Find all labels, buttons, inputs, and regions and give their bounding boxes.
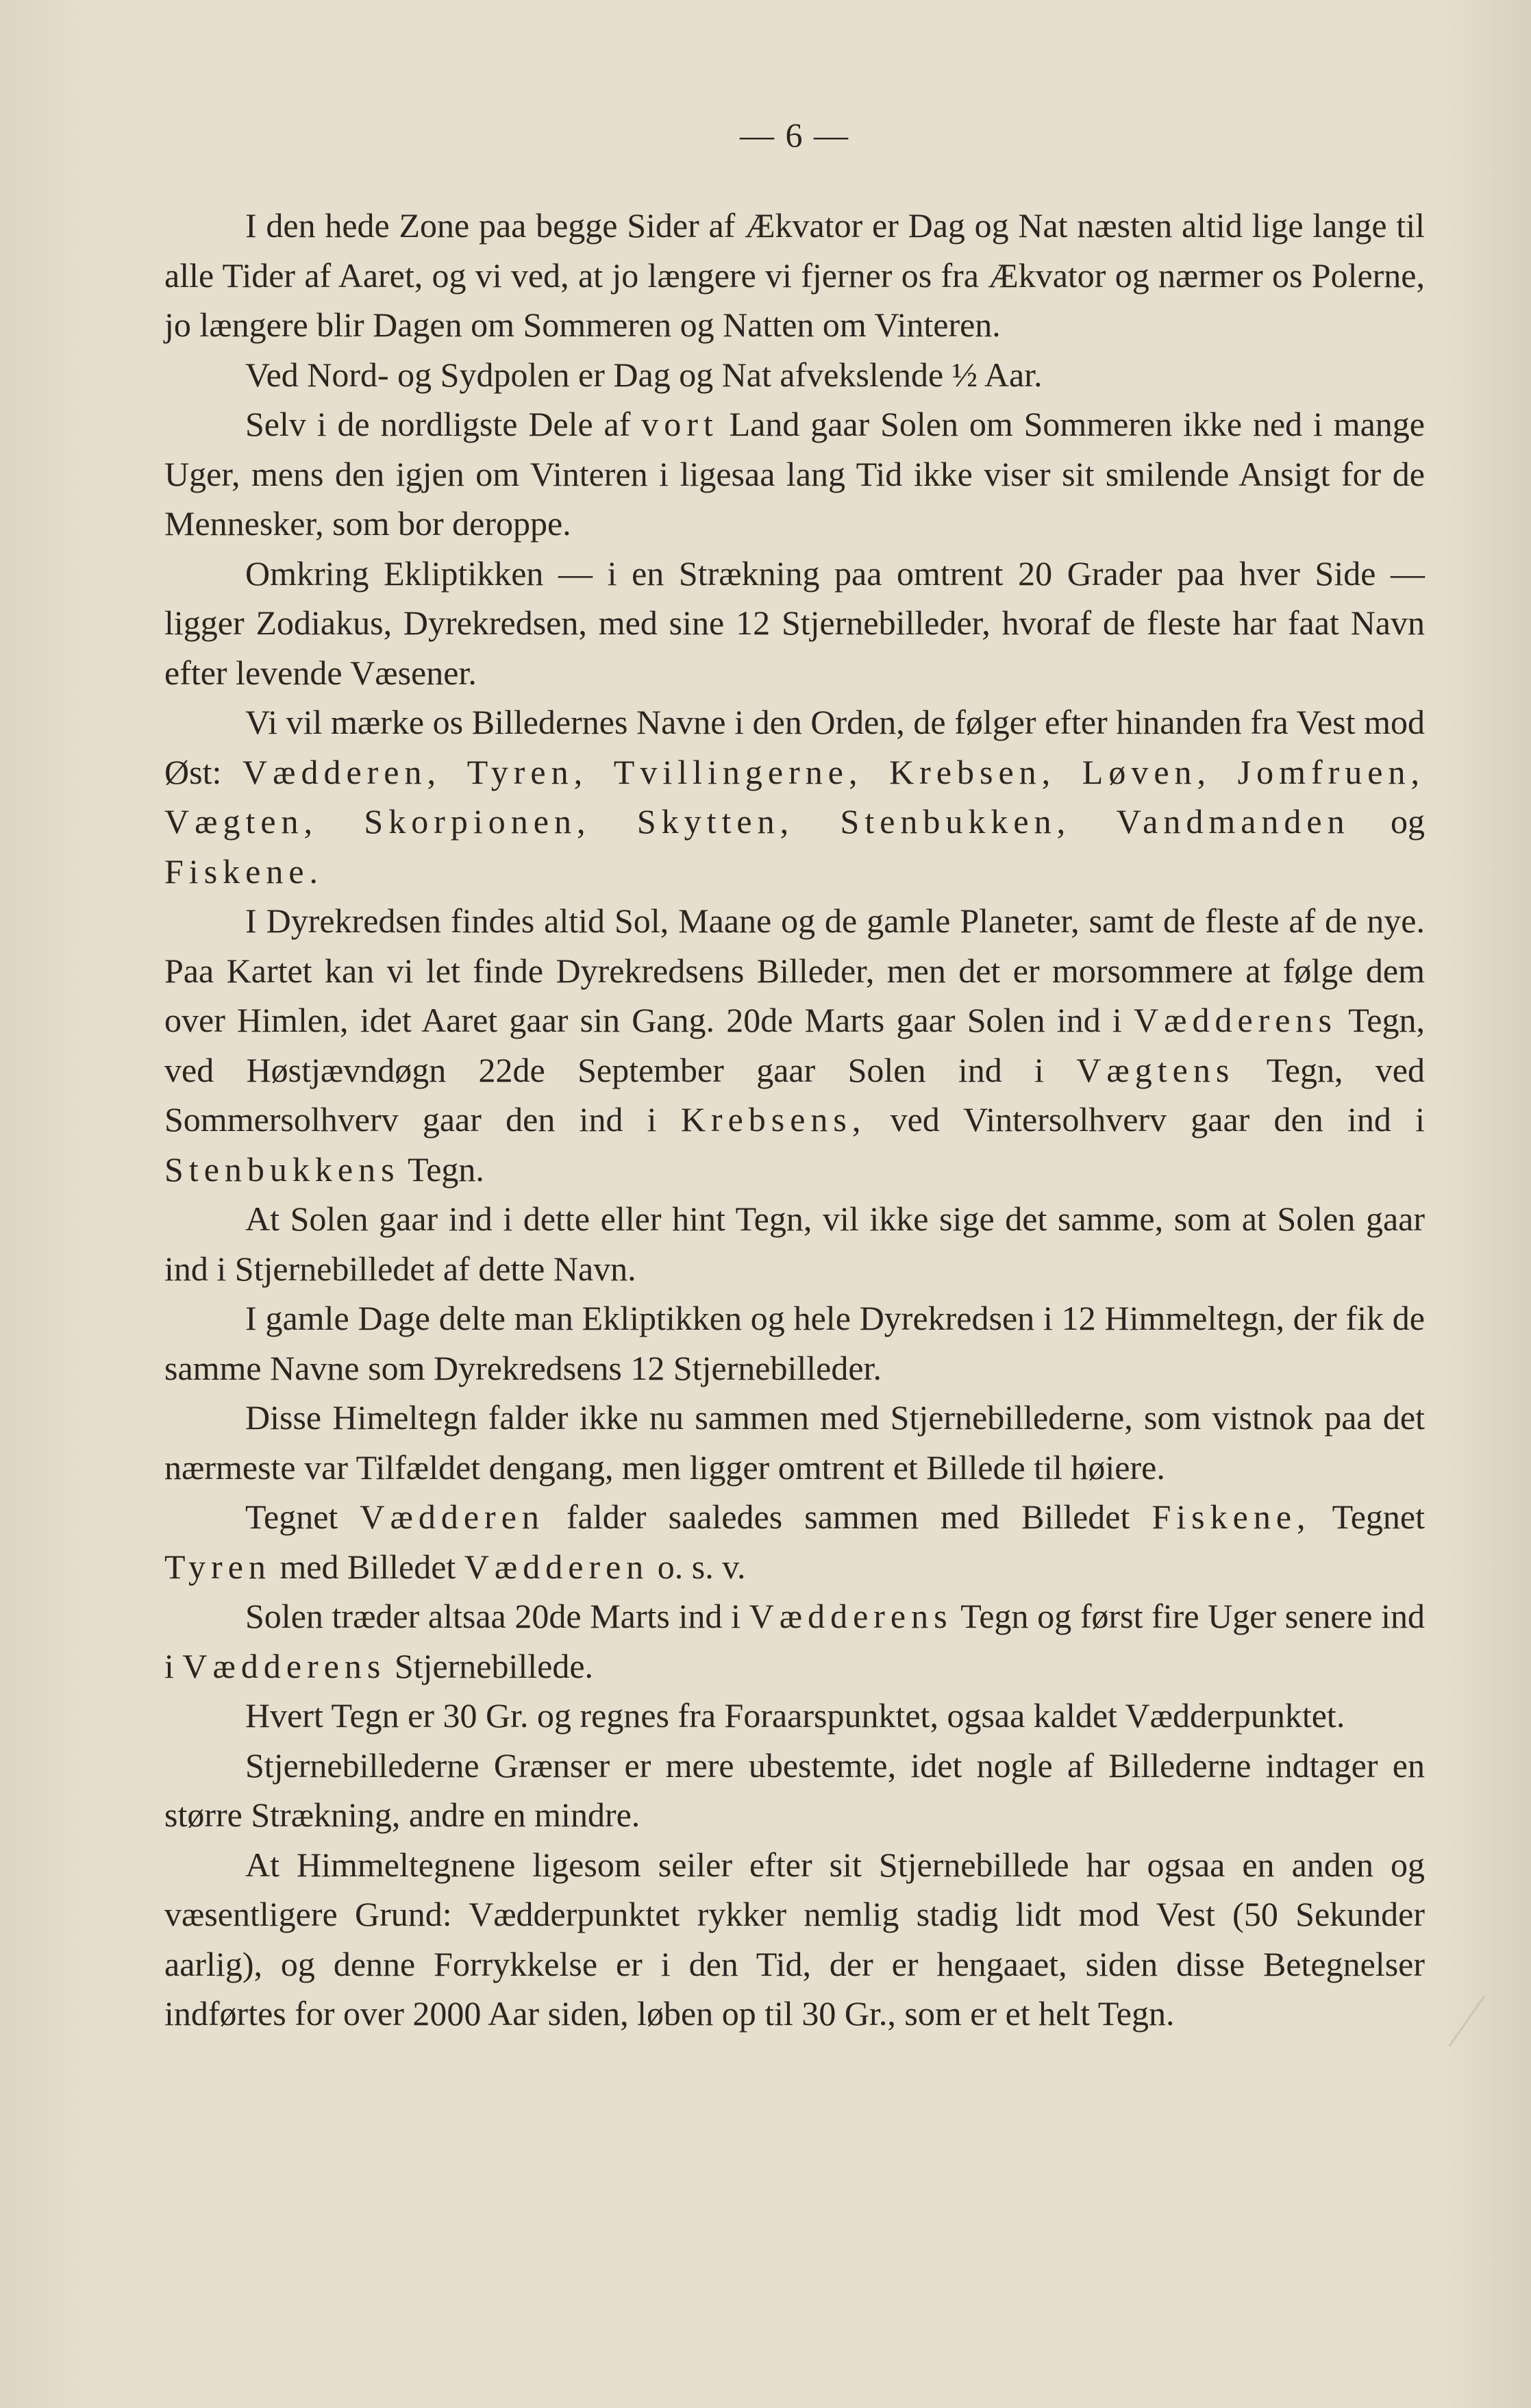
text-segment: At Solen gaar ind i dette eller hint Tegn, vil ikke sige det samme, som at Solen gaar ind i Stjernebilledet af dette Navn.	[164, 1200, 1425, 1288]
text-segment: Vi vil mærke os Billedernes Navne i den Orden, de følger efter hinanden fra Vest mod Øst:	[164, 703, 1425, 791]
text-segment: Selv i de nordligste Dele af	[245, 405, 642, 443]
text-segment: ved Vintersolhverv gaar den ind i	[866, 1100, 1425, 1139]
text-segment: Solen træder altsaa 20de Marts ind i	[245, 1597, 749, 1635]
spaced-text: Vædderen, Tyren, Tvillingerne, Krebsen, Løven, Jomfruen, Vægten, Skorpionen, Skytten, Stenbukken, Vandmanden	[164, 752, 1425, 841]
text-segment: Disse Himeltegn falder ikke nu sammen med Stjernebillederne, som vistnok paa det nærmeste var Tilfældet dengang, men ligger omtrent et Billede til høiere.	[164, 1398, 1425, 1487]
spaced-text: Tyren	[164, 1547, 271, 1586]
spaced-text: Fiskene.	[164, 852, 324, 891]
text-segment: Tegn.	[399, 1150, 484, 1189]
text-segment: Land gaar Solen om Sommeren ikke ned i mange Uger, mens den igjen om Vinteren i ligesaa lang Tid ikke viser sit smilende Ansigt for de Mennesker, som bor deroppe.	[164, 405, 1426, 543]
page-number: — 6 —	[740, 116, 849, 154]
spaced-text: Vædderen	[360, 1498, 545, 1536]
paragraph	[164, 896, 1425, 1194]
text-segment: Tegn, ved Sommersolhverv gaar den ind i	[164, 1050, 1425, 1139]
spaced-text: Vædderens	[749, 1597, 953, 1635]
text-segment: Tegn, ved Høstjævndøgn 22de September gaar Solen ind i	[164, 1001, 1425, 1089]
text-segment: Ved Nord- og Sydpolen er Dag og Nat afvekslende ½ Aar.	[245, 355, 1043, 394]
text-segment: I Dyrekredsen findes altid Sol, Maane og de gamle Planeter, samt de fleste af de nye. Paa Kartet kan vi let finde Dyrekredsens Billeder, men det er morsommere at følge dem over Himlen, idet Aaret gaar sin Gang. 20de Marts gaar Solen ind i	[164, 902, 1425, 1039]
text-segment: o. s. v.	[649, 1547, 746, 1586]
paper-mark	[1448, 1995, 1485, 2046]
paragraph	[164, 1840, 1425, 2039]
paragraph	[164, 1741, 1425, 1840]
text-segment: Stjernebillede.	[386, 1646, 594, 1685]
paragraph	[164, 1393, 1425, 1492]
spaced-text: Krebsens,	[680, 1100, 867, 1139]
paragraph	[164, 201, 1425, 350]
text-segment: I den hede Zone paa begge Sider af Ækvator er Dag og Nat næsten altid lige lange til alle Tider af Aaret, og vi ved, at jo længere vi fjerner os fra Ækvator og nærmer os Polerne, jo længere blir Dagen om Sommeren og Natten om Vinteren.	[164, 206, 1425, 344]
paragraph	[164, 549, 1425, 698]
paragraph	[164, 1591, 1425, 1691]
text-segment: falder saaledes sammen med Billedet	[544, 1498, 1152, 1536]
text-segment: og	[1349, 802, 1425, 841]
spaced-text: Stenbukkens	[164, 1150, 400, 1189]
paragraph	[164, 1492, 1425, 1591]
text-segment: Tegn og først fire Uger senere ind i	[164, 1597, 1425, 1685]
text-segment: At Himmeltegnene ligesom seiler efter sit Stjernebillede har ogsaa en anden og væsentligere Grund: Vædderpunktet rykker nemlig stadig lidt mod Vest (50 Sekunder aarlig), og denne Forrykkelse er i den Tid, der er hengaaet, siden disse Betegnelser indførtes for over 2000 Aar siden, løben op til 30 Gr., som er et helt Tegn.	[164, 1845, 1425, 2033]
paragraph	[164, 1293, 1425, 1393]
spaced-text: Vædderens	[1134, 1001, 1337, 1039]
spaced-text: Vædderens	[182, 1646, 386, 1685]
text-segment: Tegnet	[245, 1498, 360, 1536]
text-segment: Tegnet	[1310, 1498, 1426, 1536]
text-segment: Hvert Tegn er 30 Gr. og regnes fra Foraarspunktet, ogsaa kaldet Vædderpunktet.	[245, 1696, 1345, 1735]
body-text	[164, 201, 1425, 2039]
text-segment: med Billedet	[271, 1547, 464, 1586]
spaced-text: Vædderen	[464, 1547, 649, 1586]
paragraph	[164, 1194, 1425, 1293]
spaced-text: vort	[641, 405, 719, 443]
text-segment: Stjernebillederne Grænser er mere ubestemte, idet nogle af Billederne indtager en større Strækning, andre en mindre.	[164, 1746, 1425, 1834]
text-segment: Omkring Ekliptikken — i en Strækning paa omtrent 20 Grader paa hver Side — ligger Zodiakus, Dyrekredsen, med sine 12 Stjernebilleder, hvoraf de fleste har faat Navn efter levende Væsener.	[164, 554, 1425, 692]
spaced-text: Fiskene,	[1152, 1498, 1311, 1536]
spaced-text: Vægtens	[1076, 1050, 1235, 1089]
text-segment: I gamle Dage delte man Ekliptikken og hele Dyrekredsen i 12 Himmeltegn, der fik de samme Navne som Dyrekredsens 12 Stjernebilleder.	[164, 1299, 1425, 1387]
paragraph	[164, 1691, 1425, 1741]
paragraph	[164, 399, 1425, 549]
paragraph	[164, 697, 1425, 896]
paragraph	[164, 350, 1425, 400]
